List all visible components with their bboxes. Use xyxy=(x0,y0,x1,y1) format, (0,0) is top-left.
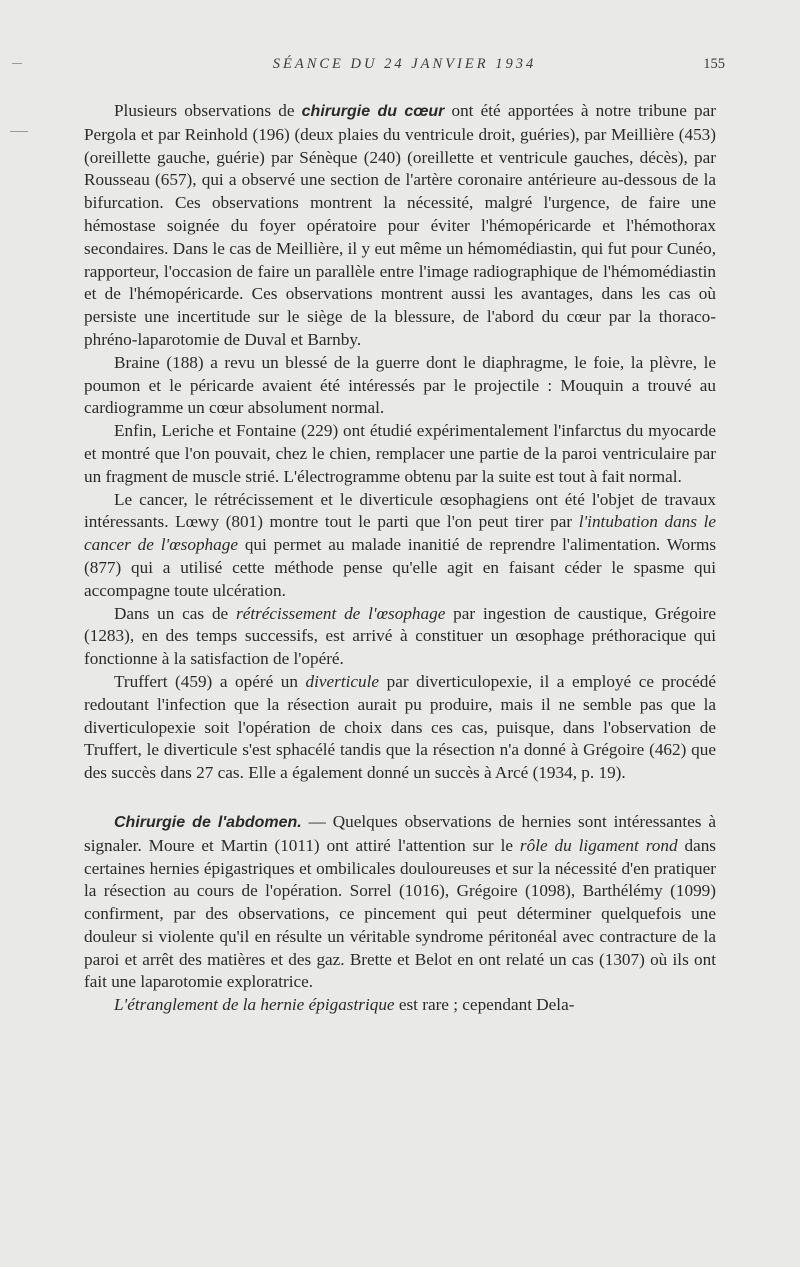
paragraph-strangulation xyxy=(84,994,716,1017)
emphasis-stricture: rétrécissement de l'œsophage xyxy=(236,603,446,623)
emphasis-strangulation: L'étranglement de la hernie épigastrique xyxy=(114,995,395,1015)
text-run: dans certaines hernies épigastriques et ombilicales douloureuses et sur la nécessité d'en pratiquer la résection au cours de l'opération. Sorrel (1016), Grégoire (1098), Barthélémy (1099) confirment, par des observations, ce pincement qui peut déterminer quelquefois une douleur si violente qu'il en résulte un véritable syndrome péritonéal avec contracture de la paroi et arrêt des matières et des gaz. Brette et Belot en ont relaté un cas (1307) où ils ont fait une laparotomie exploratrice. xyxy=(84,835,716,992)
page-number: 155 xyxy=(703,56,725,72)
text-run: ont été apportées à notre tribune par Pergola et par Reinhold (196) (deux plaies du ventricule droit, guéries), par Meillière (453) (oreillette gauche, guérie) par Sénèque (240) (oreillette et ventricule gauches, décès), par Rousseau (657), qui a observé une section de l'artère coronaire antérieure au-dessous de la bifurcation. Ces observations montrent la nécessité, malgré l'urgence, de faire une hémostase soignée du foyer opératoire pour éviter l'hémopéricarde et l'hémothorax secondaires. Dans le cas de Meillière, il y eut même un hémomédiastin, qui fut pour Cunéo, rapporteur, l'occasion de faire un parallèle entre l'image radiographique de l'hémomédiastin et de l'hémopéricarde. Ces observations montrent aussi les avantages, dans les cas où persiste une incertitude sur le siège de la blessure, de l'abord du cœur par la thoraco-phréno-laparotomie de Duval et Barnby. xyxy=(84,101,716,349)
paragraph-stricture xyxy=(84,603,716,671)
paragraph-heart-surgery xyxy=(84,100,716,352)
paragraph-diverticulum xyxy=(84,671,716,785)
text-run: Le cancer, le rétrécissement et le diverticule œsophagiens ont été l'objet de travaux intéressants. Lœwy (801) montre tout le parti que l'on peut tirer par xyxy=(84,489,716,532)
margin-mark-top xyxy=(12,63,22,64)
emphasis-diverticulum: diverticule xyxy=(305,671,380,691)
paragraph-esophagus xyxy=(84,489,716,603)
paragraph-abdomen xyxy=(84,811,716,994)
running-head: SÉANCE DU 24 JANVIER 1934 xyxy=(272,56,537,72)
paragraph-leriche: Enfin, Leriche et Fontaine (229) ont étudié expérimentalement l'infarctus du myocarde et montré que l'on pouvait, chez le chien, remplacer une partie de la paroi ventriculaire par un fragment de muscle strié. L'électrogramme obtenu par la suite est tout à fait normal. xyxy=(84,421,716,486)
page-header xyxy=(84,56,725,80)
section-gap xyxy=(84,785,716,811)
text-run: est rare ; cependant Dela- xyxy=(394,995,575,1015)
paragraph-braine: Braine (188) a revu un blessé de la guerre dont le diaphragme, le foie, la plèvre, le poumon et le péricarde avaient été intéressés par le projectile : Mouquin a trouvé au cardiogramme un cœur absolument normal. xyxy=(84,352,716,418)
text-run: Dans un cas de xyxy=(114,603,237,623)
text-run: Plusieurs observations de xyxy=(114,101,302,120)
emphasis-heart-surgery: chirurgie du cœur xyxy=(301,103,445,120)
text-run: par diverticulopexie, il a employé ce procédé redoutant l'infection que la résection aurait pu produire, mais il ne semble pas que la diverticulopexie soit l'opération de choix dans ces cas, puisque, dans l'observation de Truffert, le diverticule s'est sphacélé tandis que la résection n'a donné à Grégoire (462) que des succès dans 27 cas. Elle a également donné un succès à Arcé (1934, p. 19). xyxy=(84,671,716,783)
emphasis-round-ligament: rôle du ligament rond xyxy=(519,835,678,855)
body-text xyxy=(84,100,716,1017)
text-run: par ingestion de caustique, Grégoire (1283), en des temps successifs, est arrivé à constituer un œsophage préthoracique qui fonctionne à la satisfaction de l'opéré. xyxy=(84,603,716,669)
emphasis-intubation: l'intubation dans le cancer de l'œsophage xyxy=(84,512,716,555)
text-run: — Quelques observations de hernies sont intéressantes à signaler. Moure et Martin (1011) ont attiré l'attention sur le xyxy=(84,811,716,855)
margin-mark-side xyxy=(10,131,28,132)
section-title-abdomen: Chirurgie de l'abdomen. xyxy=(114,813,302,831)
text-run: qui permet au malade inanitié de reprendre l'alimentation. Worms (877) qui a utilisé cette méthode pense qu'elle agit en faisant céder le spasme qui accompagne toute ulcération. xyxy=(84,535,717,600)
text-run: Truffert (459) a opéré un xyxy=(114,671,306,691)
